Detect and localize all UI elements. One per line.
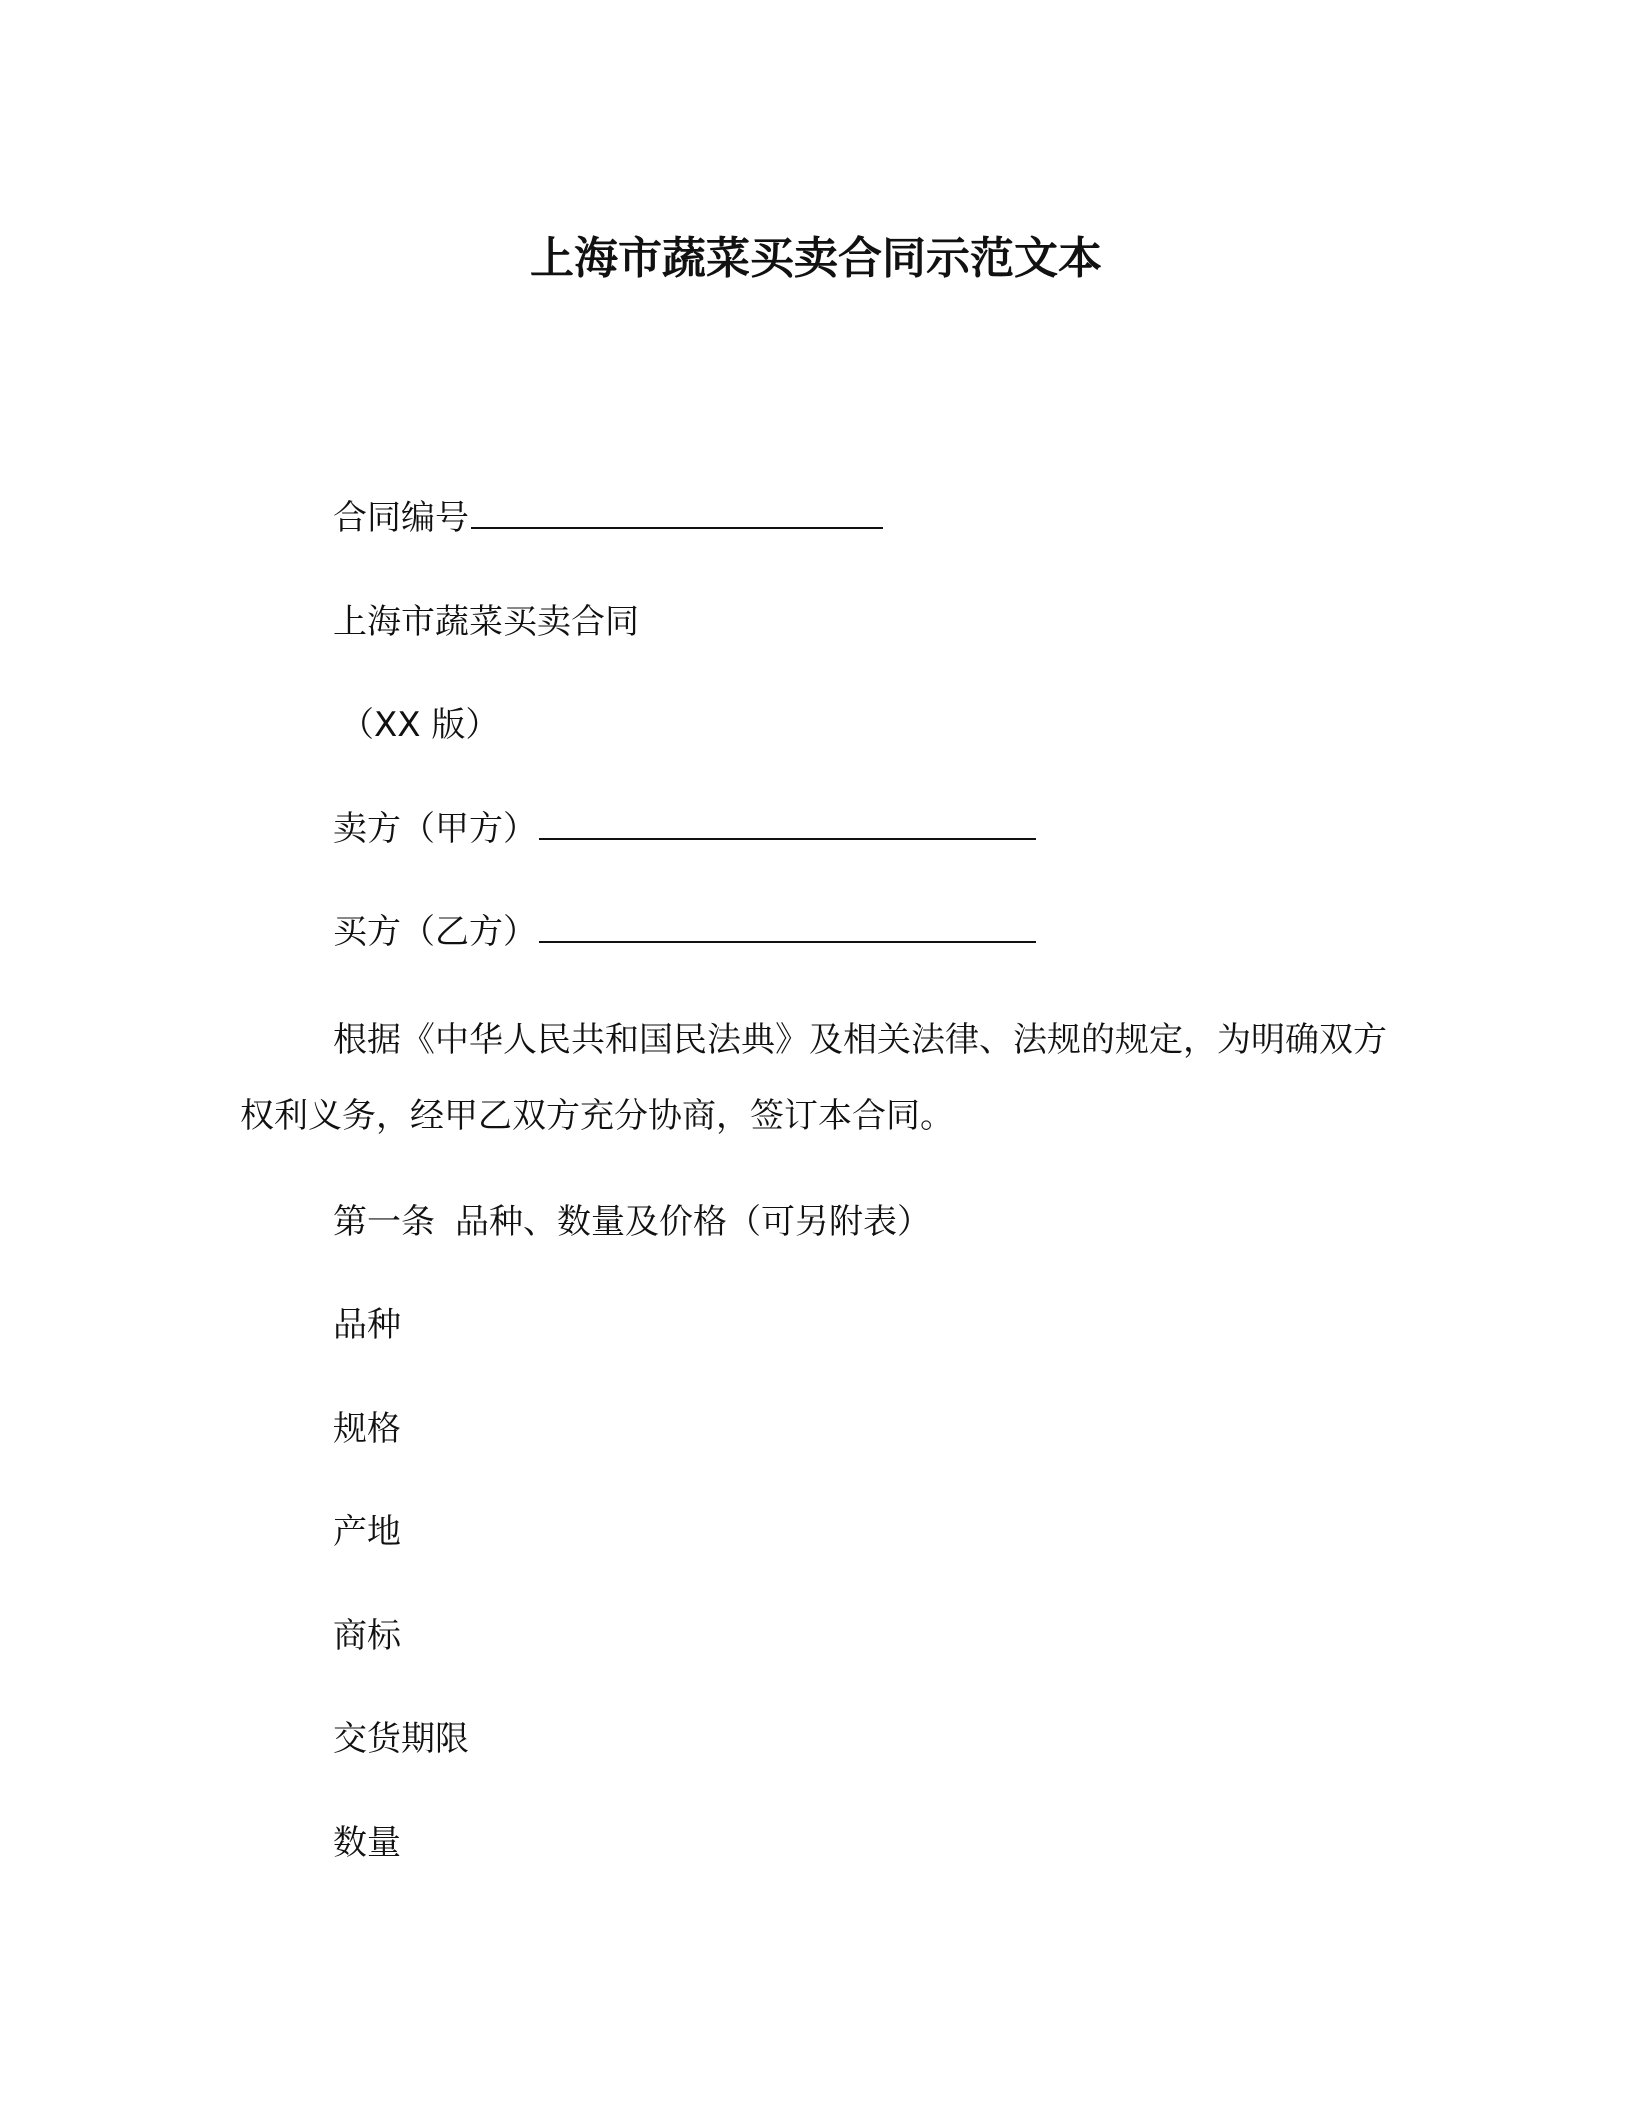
- article-1-number: 第一条: [333, 1202, 435, 1242]
- field-specification: 规格: [333, 1409, 401, 1449]
- preamble-paragraph: 根据《中华人民共和国民法典》及相关法律、法规的规定，为明确双方权利义务，经甲乙双方充分协商，签订本合同。: [240, 1020, 1387, 1136]
- field-trademark: 商标: [333, 1616, 401, 1656]
- seller-blank[interactable]: [539, 808, 1036, 840]
- field-variety: 品种: [333, 1305, 401, 1345]
- field-delivery-period: 交货期限: [333, 1719, 469, 1759]
- article-1-title: 品种、数量及价格（可另附表）: [455, 1202, 931, 1242]
- document-title: 上海市蔬菜买卖合同示范文本: [530, 233, 1102, 284]
- contract-version: （XX 版）: [340, 705, 500, 745]
- field-origin: 产地: [333, 1512, 401, 1552]
- seller-label: 卖方（甲方）: [333, 809, 537, 849]
- contract-name: 上海市蔬菜买卖合同: [333, 602, 639, 642]
- contract-number-blank[interactable]: [471, 497, 883, 529]
- buyer-line: [333, 910, 1036, 954]
- article-1-heading: [333, 1200, 931, 1244]
- field-quantity: 数量: [333, 1823, 401, 1863]
- contract-number-line: [333, 496, 883, 540]
- buyer-blank[interactable]: [539, 911, 1036, 943]
- buyer-label: 买方（乙方）: [333, 912, 537, 952]
- seller-line: [333, 807, 1036, 851]
- contract-number-label: 合同编号: [333, 498, 469, 538]
